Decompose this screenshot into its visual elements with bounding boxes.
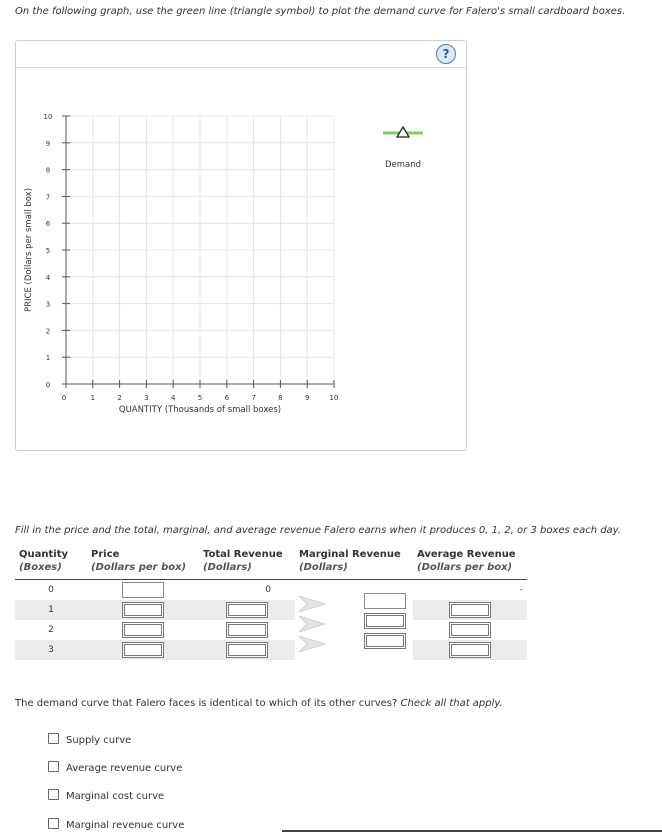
arrow-chevron-icon — [299, 596, 325, 612]
checkbox[interactable] — [48, 761, 59, 772]
x-tick-label: 5 — [197, 394, 203, 402]
checkbox[interactable] — [48, 818, 59, 829]
price-input[interactable] — [122, 622, 164, 638]
marginal-revenue-arrows — [297, 594, 337, 656]
x-tick-label: 6 — [224, 394, 230, 402]
x-tick-label: 4 — [170, 394, 176, 402]
option-supply-curve[interactable] — [48, 733, 131, 746]
checkbox[interactable] — [48, 733, 59, 744]
quantity-cell: 2 — [48, 625, 54, 635]
price-input[interactable] — [122, 582, 164, 598]
y-tick-label: 2 — [45, 327, 51, 336]
option-label: Marginal cost curve — [66, 791, 165, 802]
price-cell — [87, 640, 199, 660]
total-revenue-input[interactable] — [226, 602, 268, 618]
average-revenue-input[interactable] — [449, 622, 491, 638]
y-tick-label: 4 — [45, 273, 51, 282]
table-row — [15, 600, 527, 620]
price-input[interactable] — [122, 602, 164, 618]
option-marginal-cost-curve[interactable] — [48, 789, 164, 802]
average-revenue-input[interactable] — [449, 642, 491, 658]
header-total-revenue: Total Revenue (Dollars) — [199, 549, 295, 580]
y-tick-label: 9 — [45, 139, 51, 148]
quantity-cell: 3 — [48, 645, 54, 655]
y-tick-label: 3 — [45, 300, 51, 309]
y-tick-label: 1 — [45, 354, 51, 363]
x-tick-label: 0 — [61, 394, 67, 402]
x-tick-label: 1 — [90, 394, 96, 402]
total-revenue-cell — [199, 620, 295, 640]
table-row — [15, 640, 527, 660]
price-cell — [87, 580, 199, 601]
average-revenue-cell — [413, 600, 527, 620]
average-revenue-cell — [413, 640, 527, 660]
total-revenue-cell: 0 — [265, 585, 271, 595]
arrow-chevron-icon — [299, 636, 325, 652]
y-axis-title: PRICE (Dollars per small box) — [24, 187, 34, 313]
table-row — [15, 620, 527, 640]
curve-question — [15, 698, 503, 709]
x-axis-title: QUANTITY (Thousands of small boxes) — [118, 405, 282, 415]
average-revenue-cell: - — [519, 585, 523, 595]
option-label: Average revenue curve — [66, 763, 183, 774]
x-tick-label: 7 — [251, 394, 256, 402]
option-marginal-revenue-curve[interactable] — [48, 818, 184, 831]
total-revenue-input[interactable] — [226, 622, 268, 638]
x-tick-label: 2 — [117, 394, 122, 402]
price-cell — [87, 600, 199, 620]
table-instructions: Fill in the price and the total, marginal, and average revenue Falero earns when it produces 0, 1, 2, or 3 boxes each day. — [15, 525, 622, 536]
checkbox[interactable] — [48, 789, 59, 800]
graph-instructions: On the following graph, use the green line (triangle symbol) to plot the demand curve for Falero's small cardboard boxes. — [15, 6, 626, 17]
divider — [282, 830, 662, 832]
marginal-revenue-input[interactable] — [364, 633, 406, 649]
question-emphasis: Check all that apply. — [400, 698, 503, 709]
arrow-chevron-icon — [299, 616, 325, 632]
demand-chart[interactable] — [16, 41, 466, 450]
average-revenue-cell — [413, 620, 527, 640]
option-average-revenue-curve[interactable] — [48, 761, 182, 774]
y-tick-label: 8 — [45, 166, 51, 175]
header-quantity: Quantity (Boxes) — [15, 549, 87, 580]
marginal-revenue-input[interactable] — [364, 613, 406, 629]
y-tick-label: 5 — [45, 247, 51, 255]
option-label: Supply curve — [66, 735, 132, 746]
question-text: The demand curve that Falero faces is identical to which of its other curves? — [15, 698, 398, 709]
x-tick-label: 3 — [144, 394, 149, 402]
marginal-revenue-input[interactable] — [364, 593, 406, 609]
header-average-revenue: Average Revenue (Dollars per box) — [413, 549, 527, 580]
x-tick-label: 9 — [304, 394, 310, 402]
graph-panel — [15, 40, 467, 451]
y-tick-label: 7 — [45, 193, 51, 202]
revenue-table — [15, 549, 527, 660]
x-tick-label: 10 — [329, 394, 339, 402]
price-cell — [87, 620, 199, 640]
total-revenue-cell — [199, 600, 295, 620]
header-price: Price (Dollars per box) — [87, 549, 199, 580]
y-tick-label: 10 — [43, 113, 53, 121]
legend-demand-label: Demand — [384, 160, 422, 170]
total-revenue-cell — [199, 640, 295, 660]
quantity-cell: 1 — [48, 605, 54, 615]
quantity-cell: 0 — [48, 585, 54, 595]
y-tick-label: 0 — [45, 381, 51, 389]
price-input[interactable] — [122, 642, 164, 658]
header-marginal-revenue: Marginal Revenue (Dollars) — [295, 549, 413, 580]
total-revenue-input[interactable] — [226, 642, 268, 658]
x-tick-label: 8 — [278, 394, 283, 402]
table-row — [15, 580, 527, 601]
option-label: Marginal revenue curve — [66, 820, 185, 831]
average-revenue-input[interactable] — [449, 602, 491, 618]
help-icon[interactable]: ? — [436, 44, 456, 64]
y-tick-label: 6 — [45, 220, 51, 229]
